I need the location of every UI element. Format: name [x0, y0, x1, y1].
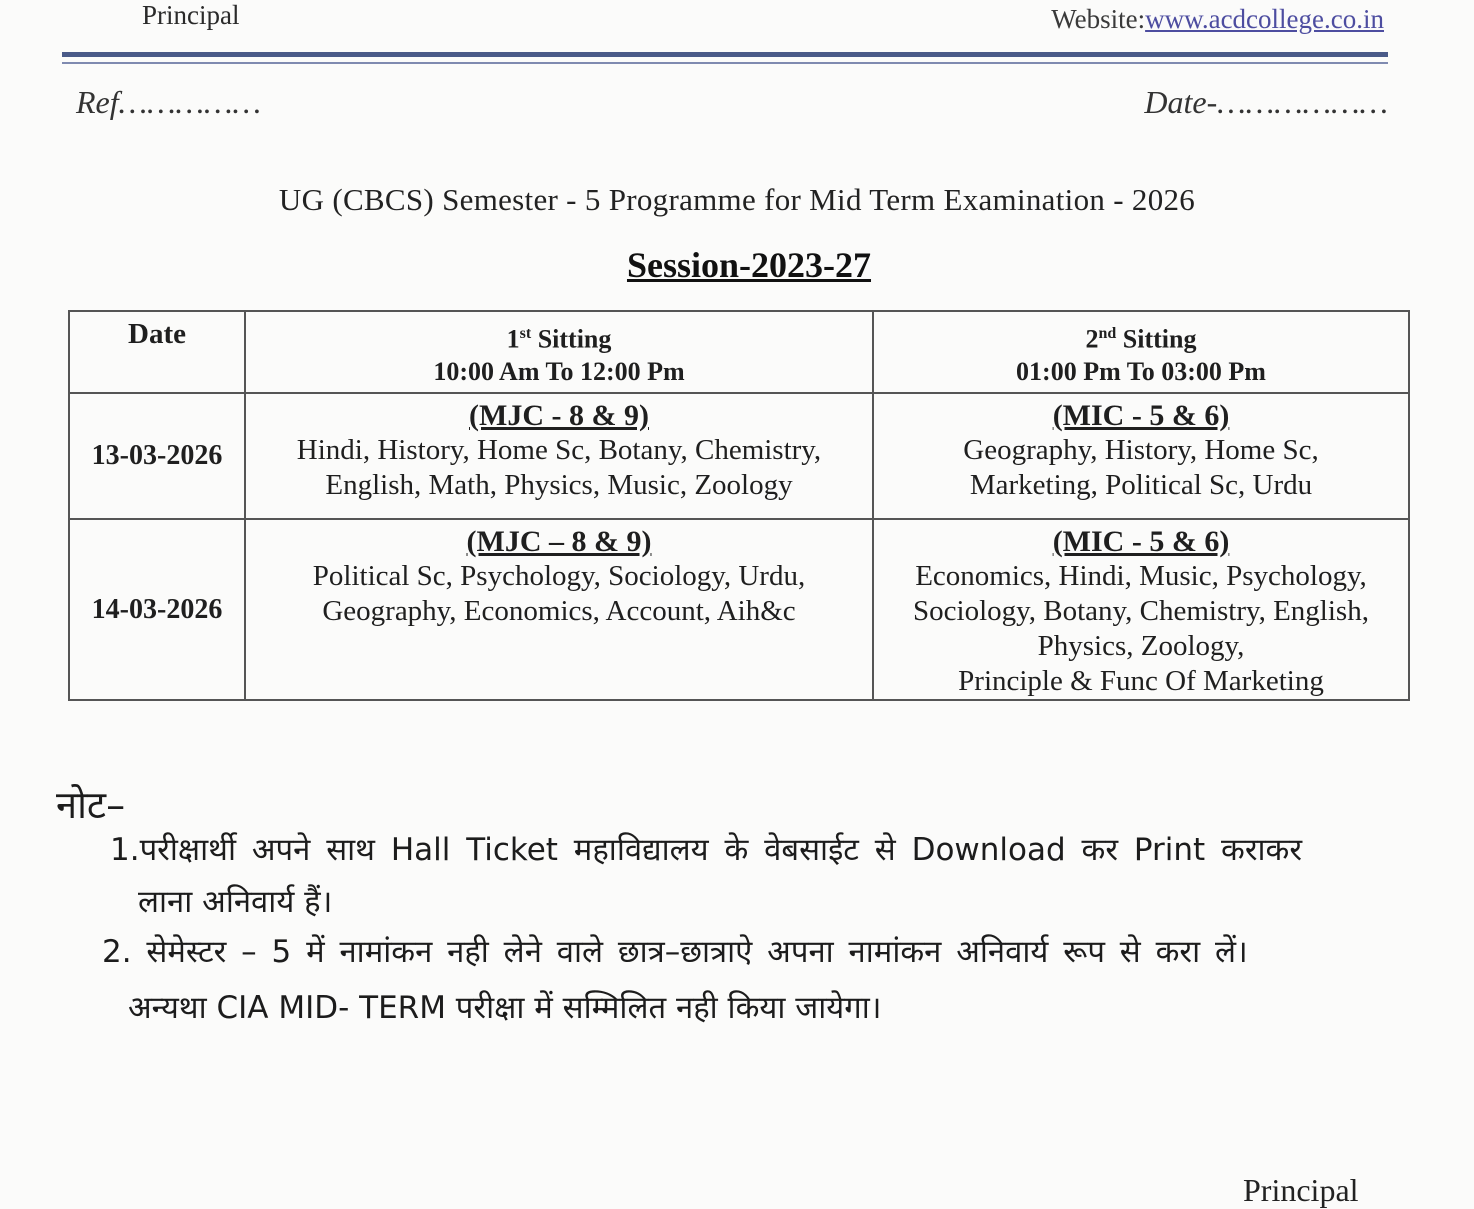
- table-row: [69, 393, 1409, 519]
- table-header-row: [69, 311, 1409, 393]
- subject-line: English, Math, Physics, Music, Zoology: [325, 469, 793, 501]
- note-2-line-1: 2. सेमेस्टर – 5 में नामांकन नही लेने वाले छात्र–छात्राऐ अपना नामांकन अनिवार्य रूप से करा लें।: [102, 934, 1248, 970]
- header-divider-thin: [62, 62, 1388, 64]
- subject-line: Geography, Economics, Account, Aih&c: [322, 595, 796, 627]
- sitting-2-subjects: [873, 393, 1409, 519]
- sitting-1-ordinal: 1: [506, 324, 520, 354]
- website-label: Website:: [1051, 4, 1146, 34]
- subject-line: Sociology, Botany, Chemistry, English,: [913, 595, 1369, 627]
- website-line: [1051, 4, 1384, 35]
- footer-principal: Principal: [1243, 1172, 1359, 1208]
- session-heading: Session-2023-27: [626, 245, 872, 285]
- sitting-1-suffix: st: [519, 325, 532, 342]
- sitting-2-subjects: [873, 519, 1409, 700]
- subject-line: Principle & Func Of Marketing: [958, 665, 1324, 697]
- subject-line: Physics, Zoology,: [1037, 630, 1245, 662]
- sitting-1-subjects: [245, 393, 873, 519]
- website-link[interactable]: www.acdcollege.co.in: [1145, 4, 1384, 34]
- exam-schedule-table: [68, 310, 1410, 701]
- document-title: UG (CBCS) Semester - 5 Programme for Mid Term Examination - 2026: [278, 182, 1196, 217]
- table-row: [69, 519, 1409, 700]
- header-divider: [62, 52, 1388, 57]
- sitting-2-label: Sitting: [1122, 324, 1197, 354]
- course-code: (MIC - 5 & 6): [1052, 399, 1230, 432]
- course-code: (MIC - 5 & 6): [1052, 525, 1230, 558]
- subject-line: Hindi, History, Home Sc, Botany, Chemistry,: [296, 434, 822, 466]
- sitting-2-suffix: nd: [1098, 325, 1117, 342]
- row-date: 14-03-2026: [69, 519, 245, 700]
- subject-line: Marketing, Political Sc, Urdu: [969, 469, 1313, 501]
- subject-line: Economics, Hindi, Music, Psychology,: [915, 560, 1367, 592]
- header-date: Date: [69, 311, 245, 393]
- ref-line: Ref……………: [76, 84, 261, 120]
- row-date: 13-03-2026: [69, 393, 245, 519]
- sitting-2-ordinal: 2: [1085, 324, 1099, 354]
- date-line: Date-………………: [1144, 84, 1388, 120]
- note-1-line-2: लाना अनिवार्य हैं।: [138, 884, 333, 920]
- sitting-1-subjects: [245, 519, 873, 700]
- header-sitting-2: [873, 311, 1409, 393]
- note-heading: नोट–: [56, 783, 126, 827]
- header-sitting-1: [245, 311, 873, 393]
- course-code: (MJC - 8 & 9): [469, 399, 649, 432]
- header-principal: Principal: [142, 0, 240, 30]
- course-code: (MJC – 8 & 9): [466, 525, 652, 558]
- note-1-line-1: 1.परीक्षार्थी अपने साथ Hall Ticket महाविद्यालय के वेबसाईट से Download कर Print कराकर: [110, 832, 1303, 868]
- note-2-line-2: अन्यथा CIA MID- TERM परीक्षा में सम्मिलित नही किया जायेगा।: [128, 990, 882, 1026]
- sitting-1-time: 10:00 Am To 12:00 Pm: [433, 356, 685, 386]
- subject-line: Political Sc, Psychology, Sociology, Urdu,: [312, 560, 806, 592]
- sitting-2-time: 01:00 Pm To 03:00 Pm: [1016, 356, 1266, 386]
- sitting-1-label: Sitting: [537, 324, 612, 354]
- subject-line: Geography, History, Home Sc,: [963, 434, 1319, 466]
